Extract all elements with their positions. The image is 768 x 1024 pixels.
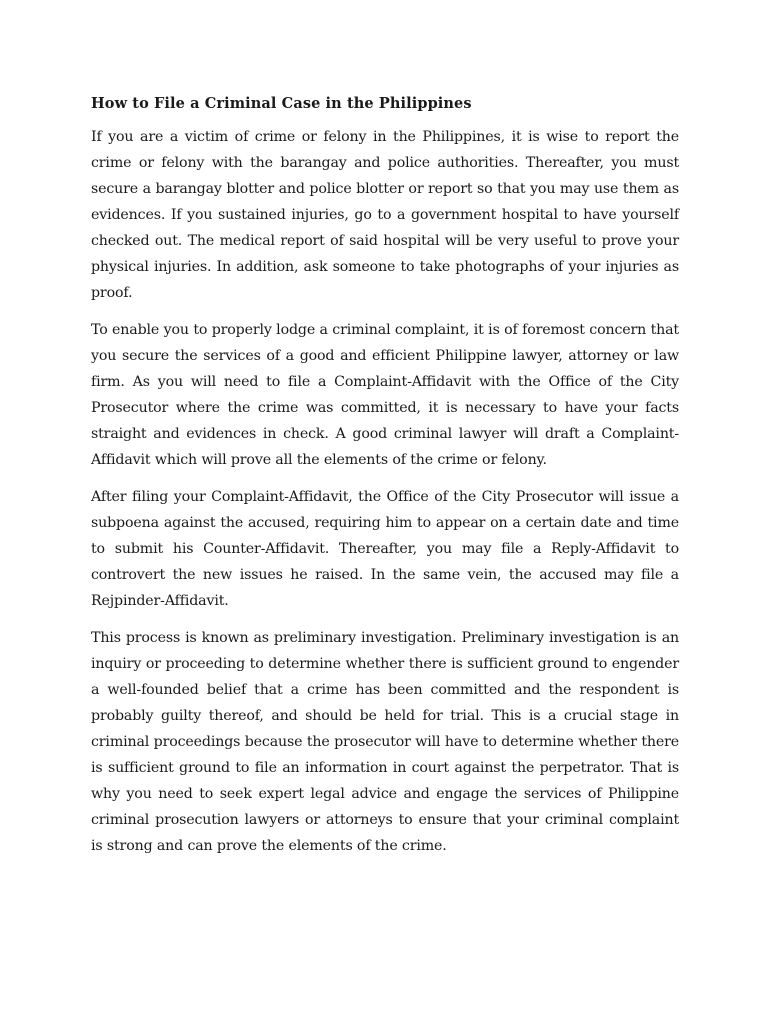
paragraph-report-crime: If you are a victim of crime or felony in the Philippines, it is wise to report the crime or felony with the barangay and police authorities. Thereafter, you must secure a barangay blotter and police blotter or report so that you may use them as evidences. If you sustained injuries, go to a government hospital to have yourself checked out. The medical report of said hospital will be very useful to prove your physical injuries. In addition, ask someone to take photographs of your injuries as proof. [91,129,679,301]
paragraph-hire-lawyer: To enable you to properly lodge a criminal complaint, it is of foremost concern that you secure the services of a good and efficient Philippine lawyer, attorney or law firm. As you will need to file a Complaint-Affidavit with the Office of the City Prosecutor where the crime was committed, it is necessary to have your facts straight and evidences in check. A good criminal lawyer will draft a Complaint-Affidavit which will prove all the elements of the crime or felony. [91,322,679,468]
document-body [91,92,679,870]
document-title: How to File a Criminal Case in the Philippines [91,95,472,112]
paragraph-preliminary-investigation: This process is known as preliminary investigation. Preliminary investigation is an inquiry or proceeding to determine whether there is sufficient ground to engender a well-founded belief that a crime has been committed and the respondent is probably guilty thereof, and should be held for trial. This is a crucial stage in criminal proceedings because the prosecutor will have to determine whether there is sufficient ground to file an information in court against the perpetrator. That is why you need to seek expert legal advice and engage the services of Philippine criminal prosecution lawyers or attorneys to ensure that your criminal complaint is strong and can prove the elements of the crime. [91,630,679,854]
paragraph-subpoena: After filing your Complaint-Affidavit, the Office of the City Prosecutor will issue a subpoena against the accused, requiring him to appear on a certain date and time to submit his Counter-Affidavit. Thereafter, you may file a Reply-Affidavit to controvert the new issues he raised. In the same vein, the accused may file a Rejpinder-Affidavit. [91,489,679,609]
